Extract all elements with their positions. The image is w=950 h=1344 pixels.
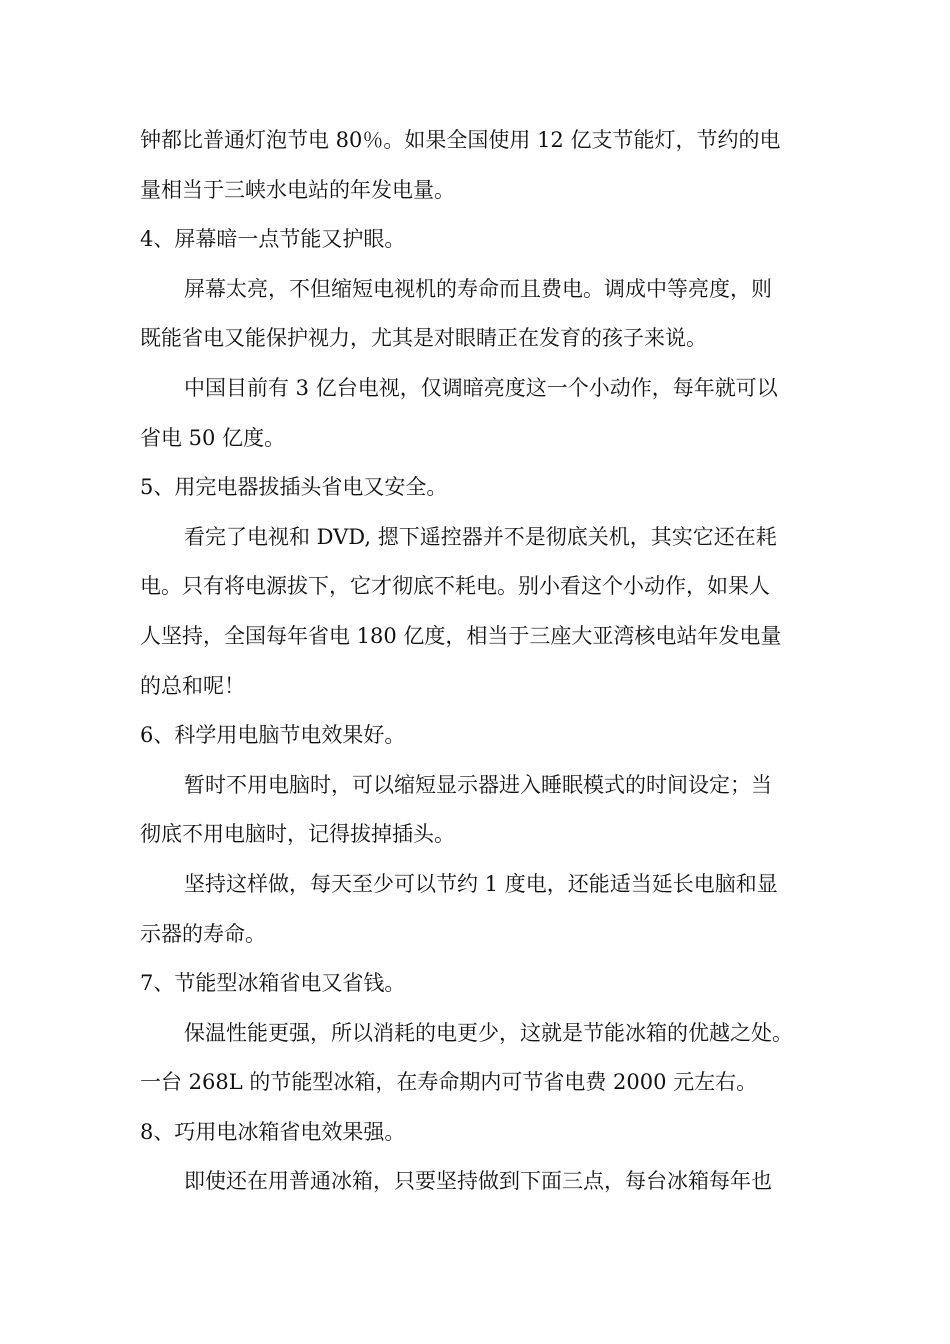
document-page <box>140 116 830 1207</box>
text-line: 钟都比普通灯泡节电 80％。如果全国使用 12 亿支节能灯，节约的电 <box>140 128 781 152</box>
text-line: 量相当于三峡水电站的年发电量。 <box>140 177 455 202</box>
text-line: 即使还在用普通冰箱，只要坚持做到下面三点，每台冰箱每年也 <box>184 1169 772 1194</box>
section-heading: 8、巧用电冰箱省电效果强。 <box>140 1119 406 1144</box>
text-line: 中国目前有 3 亿台电视，仅调暗亮度这一个小动作，每年就可以 <box>184 375 778 400</box>
text-line: 示器的寿命。 <box>140 921 266 946</box>
section-heading: 6、科学用电脑节电效果好。 <box>140 723 406 748</box>
text-line: 的总和呢！ <box>140 673 245 698</box>
text-line: 彻底不用电脑时，记得拔掉插头。 <box>140 822 455 847</box>
text-line: 人坚持，全国每年省电 180 亿度，相当于三座大亚湾核电站年发电量 <box>140 623 782 648</box>
text-line: 省电 50 亿度。 <box>140 425 286 450</box>
text-line: 一台 268L 的节能型冰箱，在寿命期内可节省电费 2000 元左右。 <box>140 1070 758 1095</box>
text-line: 既能省电又能保护视力，尤其是对眼睛正在发育的孩子来说。 <box>140 326 707 351</box>
text-line: 坚持这样做，每天至少可以节约 1 度电，还能适当延长电脑和显 <box>184 871 778 896</box>
text-line: 屏幕太亮，不但缩短电视机的寿命而且费电。调成中等亮度，则 <box>184 276 772 301</box>
text-line: 暂时不用电脑时，可以缩短显示器进入睡眠模式的时间设定；当 <box>184 772 772 797</box>
section-heading: 5、用完电器拔插头省电又安全。 <box>140 475 448 500</box>
text-line: 保温性能更强，所以消耗的电更少，这就是节能冰箱的优越之处。 <box>184 1020 793 1045</box>
section-heading: 4、屏幕暗一点节能又护眼。 <box>140 227 406 252</box>
text-line: 电。只有将电源拔下，它才彻底不耗电。别小看这个小动作，如果人 <box>140 574 770 599</box>
text-line: 看完了电视和 DVD, 摁下遥控器并不是彻底关机，其实它还在耗 <box>184 524 777 549</box>
section-heading: 7、节能型冰箱省电又省钱。 <box>140 971 406 996</box>
